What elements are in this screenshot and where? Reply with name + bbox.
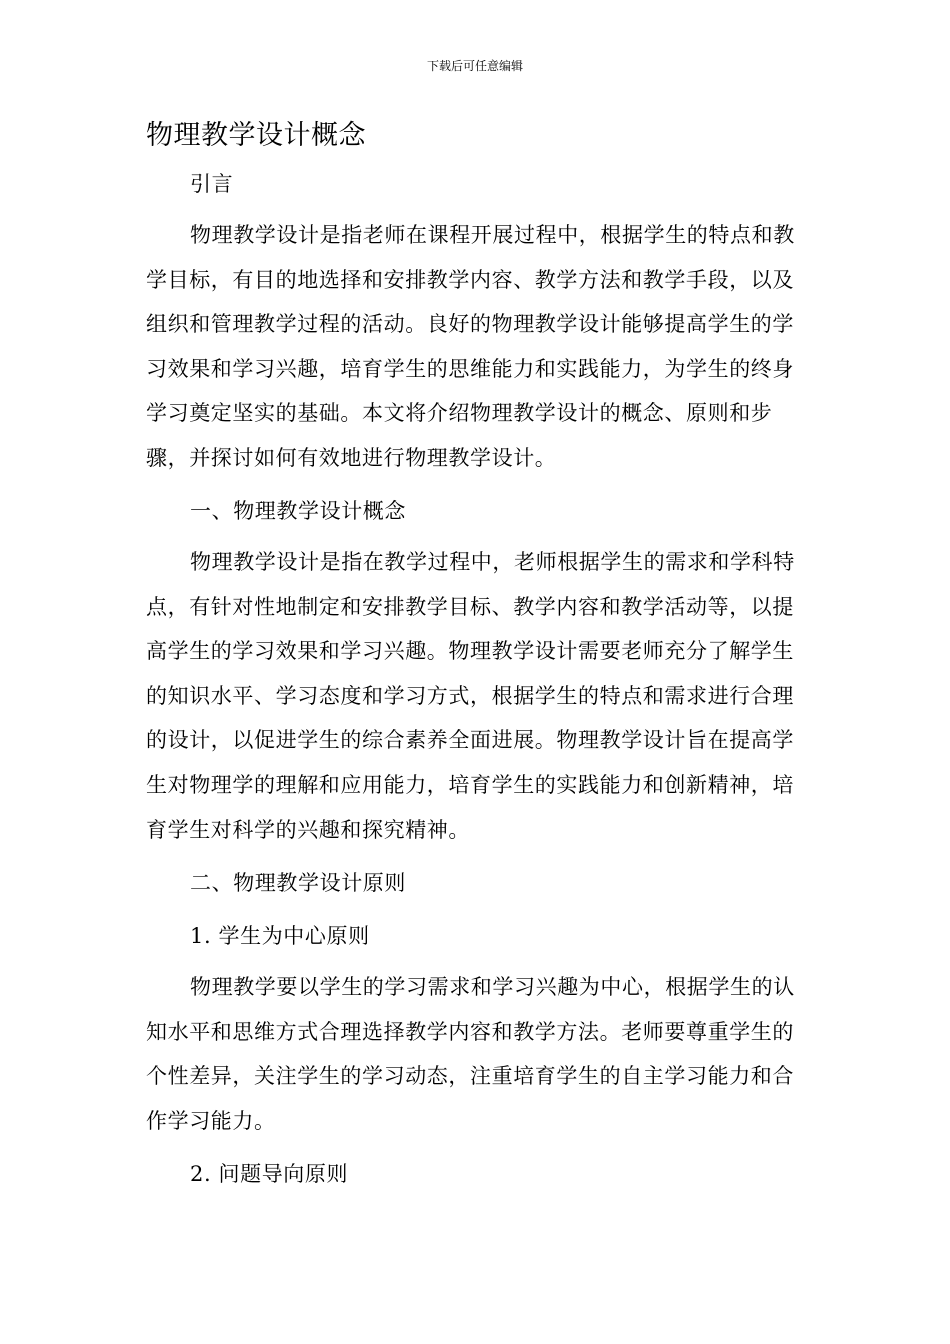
section-heading-concept: 一、物理教学设计概念 [190, 499, 406, 523]
header-note: 下载后可任意编辑 [426, 59, 523, 73]
section-heading-intro: 引言 [190, 172, 234, 196]
paragraph-student-centered: 物理教学要以学生的学习需求和学习兴趣为中心，根据学生的认知水平和思维方式合理选择教学内容和教学方法。老师要尊重学生的个性差异，关注学生的学习动态，注重培育学生的自主学习能力和合作学习能力。 [146, 975, 795, 1133]
document-title: 物理教学设计概念 [146, 120, 366, 151]
subheading-problem-oriented: 2. 问题导向原则 [190, 1162, 349, 1186]
section-heading-principles: 二、物理教学设计原则 [190, 871, 406, 895]
paragraph-intro: 物理教学设计是指老师在课程开展过程中，根据学生的特点和教学目标，有目的地选择和安排教学内容、教学方法和教学手段，以及组织和管理教学过程的活动。良好的物理教学设计能够提高学生的学习效果和学习兴趣，培育学生的思维能力和实践能力，为学生的终身学习奠定坚实的基础。本文将介绍物理教学设计的概念、原则和步骤，并探讨如何有效地进行物理教学设计。 [146, 223, 795, 470]
paragraph-concept: 物理教学设计是指在教学过程中，老师根据学生的需求和学科特点，有针对性地制定和安排教学目标、教学内容和教学活动等，以提高学生的学习效果和学习兴趣。物理教学设计需要老师充分了解学生的知识水平、学习态度和学习方式，根据学生的特点和需求进行合理的设计，以促进学生的综合素养全面进展。物理教学设计旨在提高学生对物理学的理解和应用能力，培育学生的实践能力和创新精神，培育学生对科学的兴趣和探究精神。 [146, 550, 795, 842]
subheading-student-centered: 1. 学生为中心原则 [190, 924, 370, 948]
